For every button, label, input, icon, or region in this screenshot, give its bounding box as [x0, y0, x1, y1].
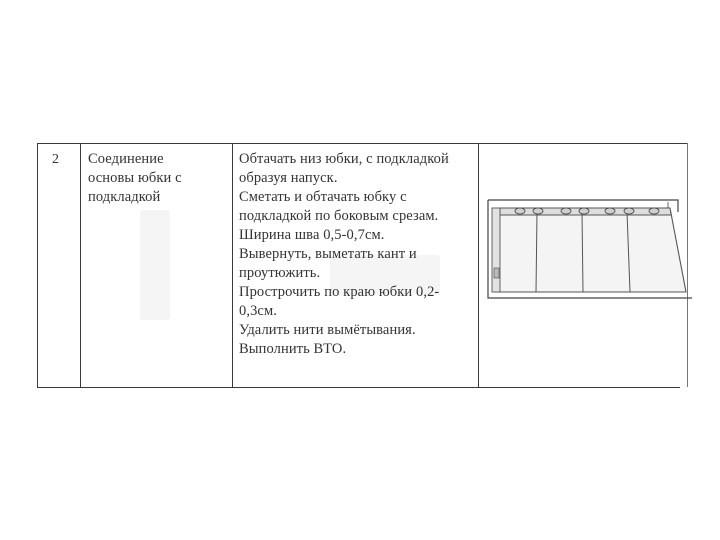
table-bottom-border — [37, 387, 680, 388]
instruction-line: проутюжить. — [239, 265, 321, 281]
column-divider-3 — [478, 143, 479, 387]
instruction-line: образуя напуск. — [239, 170, 338, 186]
instruction-line: Выполнить ВТО. — [239, 341, 347, 357]
operation-name — [88, 150, 182, 207]
instruction-line: Удалить нити вымётывания. — [239, 322, 416, 338]
instruction-line: Вывернуть, выметать кант и — [239, 246, 417, 262]
column-divider-2 — [232, 143, 233, 387]
scan-noise — [140, 210, 170, 320]
row-number: 2 — [52, 152, 59, 167]
table-top-border — [37, 143, 688, 144]
instruction-line: Ширина шва 0,5-0,7см. — [239, 227, 385, 243]
column-divider-1 — [80, 143, 81, 387]
skirt-lining-sketch-icon — [482, 190, 692, 308]
instruction-line: 0,3см. — [239, 303, 277, 319]
instructions — [239, 150, 449, 359]
table-left-border — [37, 143, 38, 387]
operation-line: подкладкой — [88, 189, 161, 205]
instruction-line: подкладкой по боковым срезам. — [239, 208, 439, 224]
instruction-line: Сметать и обтачать юбку с — [239, 189, 407, 205]
instruction-line: Обтачать низ юбки, с подкладкой — [239, 151, 449, 167]
instruction-line: Прострочить по краю юбки 0,2- — [239, 284, 440, 300]
operation-line: основы юбки с — [88, 170, 182, 186]
operation-line: Соединение — [88, 151, 164, 167]
